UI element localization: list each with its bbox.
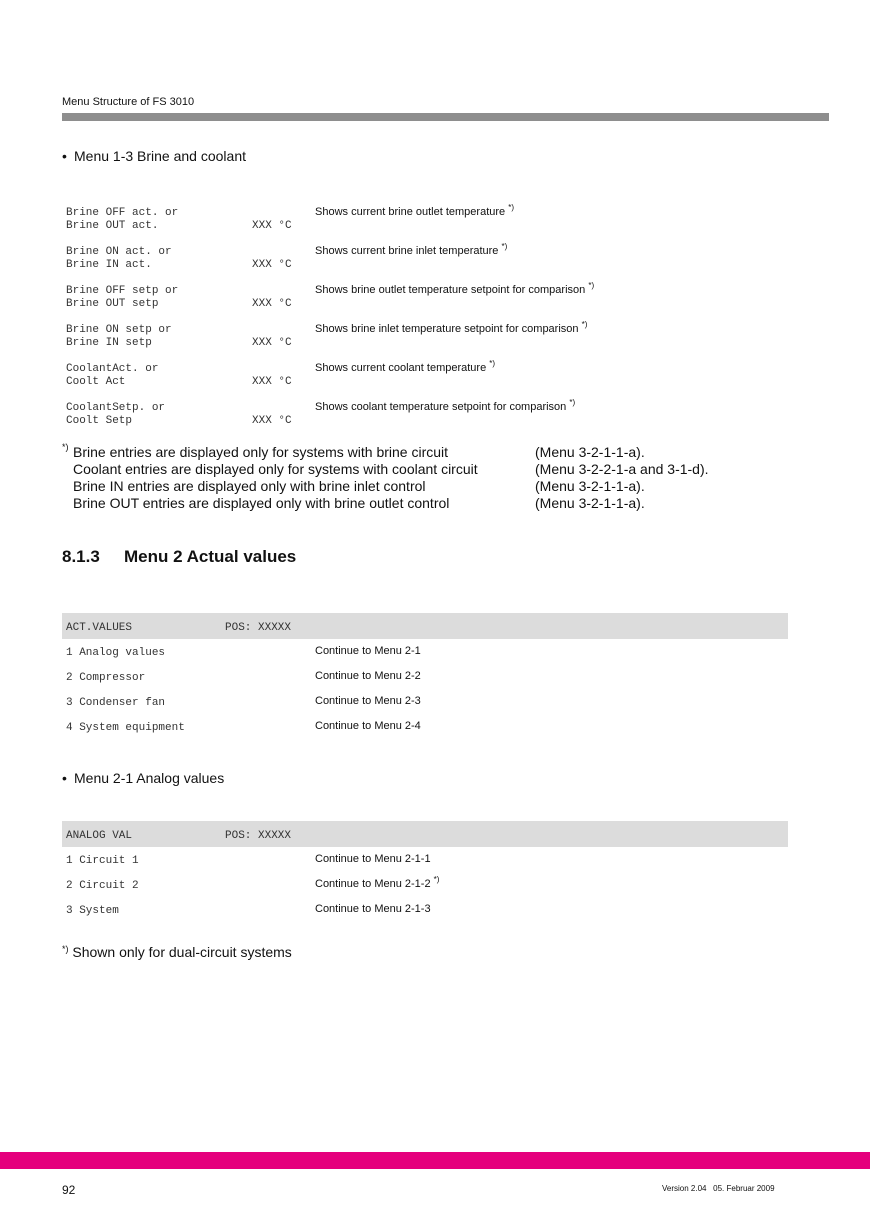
entry-line1: Brine ON setp or — [66, 324, 172, 336]
entry-value: XXX °C — [252, 220, 292, 232]
entry-description: Shows current brine outlet temperature *) — [315, 203, 514, 218]
section-number: 8.1.3 — [62, 547, 100, 566]
entry-value: XXX °C — [252, 376, 292, 388]
footnote-mark: *) — [569, 398, 576, 407]
entry-description: Shows current brine inlet temperature *) — [315, 242, 508, 257]
entry-line1: CoolantAct. or — [66, 363, 159, 375]
menu13-entry — [66, 359, 826, 391]
notes-mark: *) — [62, 442, 69, 452]
menu2-table — [62, 613, 788, 739]
entry-value: XXX °C — [252, 259, 292, 271]
row-action: Continue to Menu 2-3 — [315, 695, 421, 707]
note-ref: (Menu 3-2-1-1-a). — [535, 495, 645, 511]
row-label: 2 Compressor — [66, 672, 146, 684]
note-text: Brine OUT entries are displayed only with brine outlet control — [73, 495, 450, 511]
footnote-mark: *) — [588, 281, 595, 290]
entry-line1: CoolantSetp. or — [66, 402, 166, 414]
table-row — [62, 639, 788, 664]
table-row — [62, 714, 788, 739]
footnote-mark: *) — [508, 203, 514, 212]
footnote-mark: *) — [501, 242, 508, 251]
note-text: Brine IN entries are displayed only with brine inlet control — [73, 478, 426, 494]
note-text: Brine entries are displayed only for systems with brine circuit — [73, 444, 449, 460]
footnote-mark: *) — [489, 359, 496, 368]
table-row — [62, 872, 788, 897]
header-label: ACT.VALUES — [66, 622, 133, 634]
header-rule — [62, 113, 829, 121]
entry-line2: Brine IN act. — [66, 259, 152, 271]
note-row — [62, 478, 842, 495]
menu13-entry — [66, 281, 826, 313]
entry-line1: Brine OFF act. or — [66, 207, 179, 219]
entry-value: XXX °C — [252, 415, 292, 427]
footer-bar — [0, 1152, 870, 1169]
entry-description: Shows current coolant temperature *) — [315, 359, 496, 374]
entry-line2: Brine OUT setp — [66, 298, 159, 310]
note-row — [62, 461, 842, 478]
row-label: 3 System — [66, 905, 119, 917]
table-row — [62, 689, 788, 714]
bullet-icon: • — [62, 770, 67, 786]
menu13-notes — [62, 444, 842, 512]
note-row — [62, 444, 842, 461]
table-header — [62, 613, 788, 639]
row-action-with-mark: Continue to Menu 2-1-2 *) — [315, 875, 440, 890]
row-label: 1 Circuit 1 — [66, 855, 139, 867]
row-action: Continue to Menu 2-1 — [315, 645, 421, 657]
row-action: Continue to Menu 2-1-3 — [315, 903, 431, 915]
version-info: Version 2.04 05. Februar 2009 — [662, 1184, 775, 1193]
header-pos: POS: XXXXX — [225, 622, 292, 634]
entry-line1: Brine OFF setp or — [66, 285, 179, 297]
entry-line2: Coolt Act — [66, 376, 126, 388]
row-label: 1 Analog values — [66, 647, 166, 659]
menu13-entry — [66, 398, 826, 430]
dual-circuit-footnote — [62, 944, 292, 960]
note-ref: (Menu 3-2-2-1-a and 3-1-d). — [535, 461, 709, 477]
menu21-table — [62, 821, 788, 922]
header-pos: POS: XXXXX — [225, 830, 292, 842]
menu13-title: Menu 1-3 Brine and coolant — [74, 148, 246, 164]
note-ref: (Menu 3-2-1-1-a). — [535, 444, 645, 460]
table-row — [62, 664, 788, 689]
row-label: 3 Condenser fan — [66, 697, 166, 709]
footnote-mark: *) — [433, 875, 440, 884]
section-heading — [62, 547, 296, 567]
entry-value: XXX °C — [252, 298, 292, 310]
footnote-mark: *) — [62, 944, 69, 954]
row-label: 4 System equipment — [66, 722, 185, 734]
entry-description: Shows brine outlet temperature setpoint for comparison *) — [315, 281, 595, 296]
menu13-entry — [66, 242, 826, 274]
note-ref: (Menu 3-2-1-1-a). — [535, 478, 645, 494]
entry-description: Shows coolant temperature setpoint for comparison *) — [315, 398, 576, 413]
footnote-mark: *) — [581, 320, 588, 329]
header-label: ANALOG VAL — [66, 830, 133, 842]
running-header: Menu Structure of FS 3010 — [62, 96, 195, 108]
table-row — [62, 847, 788, 872]
entry-line2: Coolt Setp — [66, 415, 133, 427]
table-row — [62, 897, 788, 922]
menu13-entry — [66, 320, 826, 352]
entry-line2: Brine IN setp — [66, 337, 152, 349]
bullet-icon: • — [62, 148, 67, 164]
entry-line1: Brine ON act. or — [66, 246, 172, 258]
row-action: Continue to Menu 2-1-1 — [315, 853, 431, 865]
menu21-heading — [62, 770, 224, 786]
row-action: Continue to Menu 2-2 — [315, 670, 421, 682]
entry-line2: Brine OUT act. — [66, 220, 159, 232]
menu13-heading — [62, 148, 246, 164]
page-number: 92 — [62, 1183, 76, 1197]
menu21-title: Menu 2-1 Analog values — [74, 770, 225, 786]
entry-description: Shows brine inlet temperature setpoint for comparison *) — [315, 320, 588, 335]
footnote-text: Shown only for dual-circuit systems — [72, 944, 292, 960]
section-title: Menu 2 Actual values — [124, 547, 297, 566]
row-action: Continue to Menu 2-4 — [315, 720, 421, 732]
menu13-entry — [66, 203, 826, 235]
note-row — [62, 495, 842, 512]
note-text: Coolant entries are displayed only for systems with coolant circuit — [73, 461, 478, 477]
entry-value: XXX °C — [252, 337, 292, 349]
table-header — [62, 821, 788, 847]
row-label: 2 Circuit 2 — [66, 880, 139, 892]
